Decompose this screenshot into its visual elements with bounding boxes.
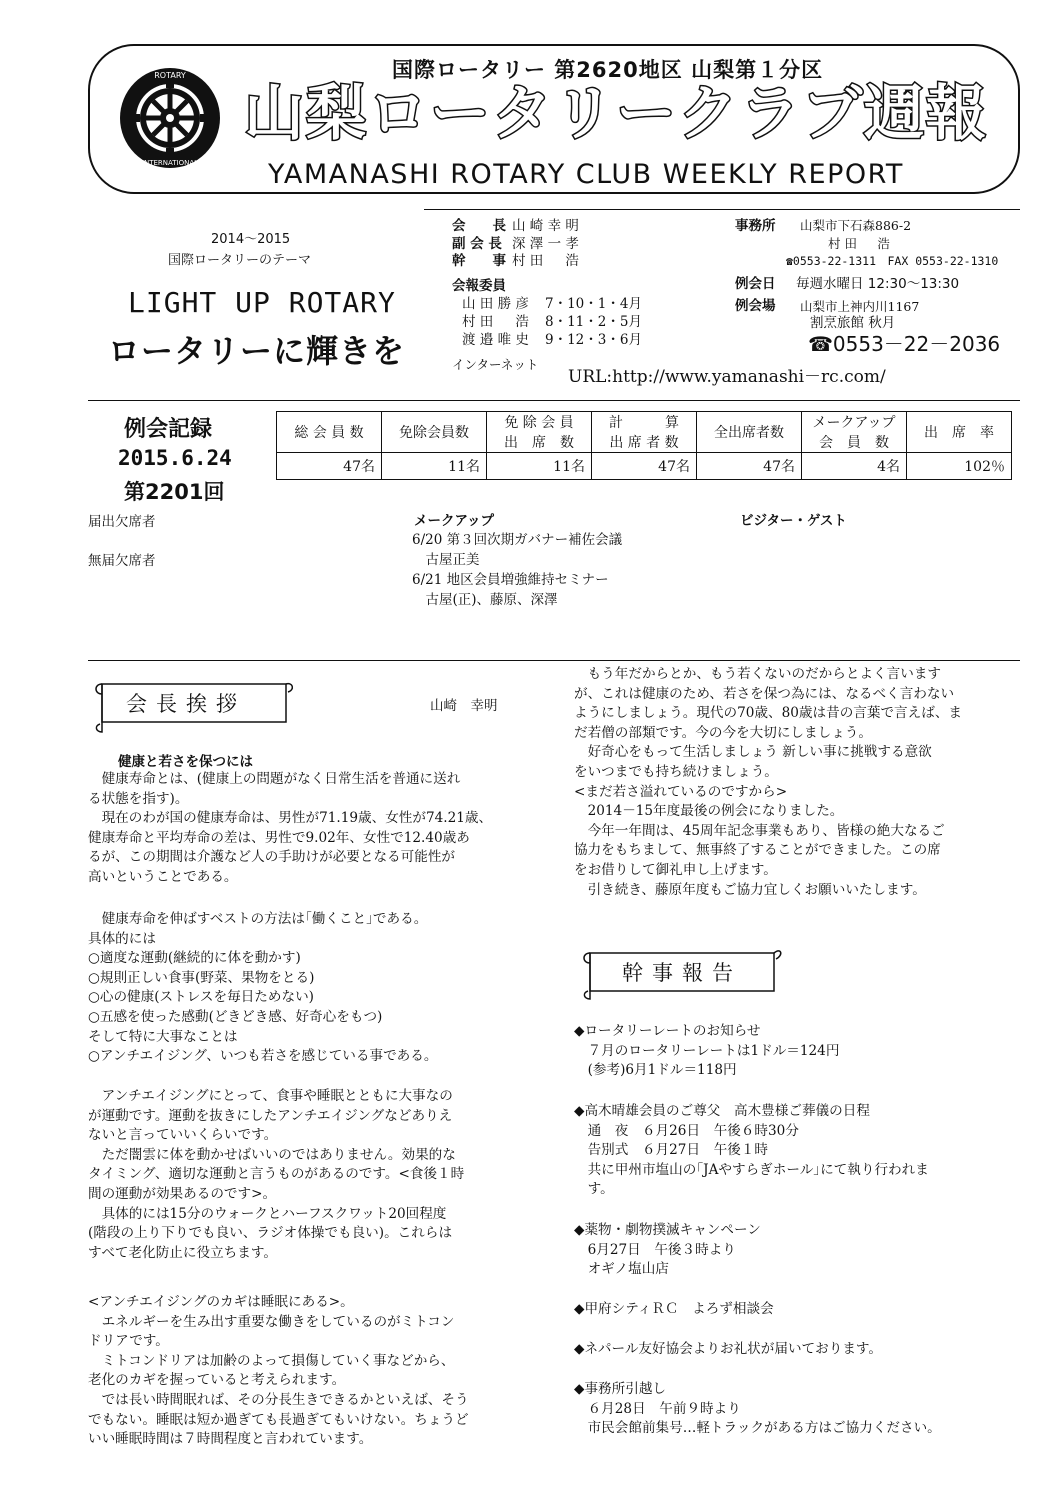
attendance-header-cell: 全出席者数: [697, 412, 802, 453]
newsletter-title: 山梨ロータリークラブ週報: [244, 79, 988, 149]
attendance-values-row: [277, 453, 1012, 480]
attendance-header-cell: 総 会 員 数: [277, 412, 382, 453]
attendance-header-row: [277, 412, 1012, 453]
attendance-header-cell: 免除会員数: [382, 412, 487, 453]
attendance-value-cell: 47名: [697, 453, 802, 480]
attendance-value-cell: 47名: [592, 453, 697, 480]
venue-tel: ☎0553－22－2036: [808, 332, 1001, 356]
svg-text:ROTARY: ROTARY: [154, 71, 186, 80]
attendance-header-cell: メークアップ 会 員 数: [802, 412, 907, 453]
attendance-header-cell: 免 除 会 員 出 席 数: [487, 412, 592, 453]
secretary-item: ◆甲府シティＲＣ よろず相談会: [574, 1301, 774, 1317]
record-date: 2015.6.24: [118, 446, 232, 470]
internet-label: インターネット: [452, 357, 539, 372]
officer-role: 副 会 長: [452, 236, 502, 252]
secretary-item: ◆薬物・劇物撲滅キャンペーン 6月27日 午後３時より オギノ塩山店: [574, 1222, 761, 1278]
officer-name: 山 崎 幸 明: [512, 218, 579, 234]
makeup-line: 古屋正美: [412, 552, 480, 568]
secretary-item: ◆高木晴雄会員のご尊父 高木豊様ご葬儀の日程 通 夜 ６月26日 午後６時30分 告別式 ６月27日 午後１時 共に甲州市塩山の｢JAやすらぎホール｣にて執り行われま す。: [574, 1103, 929, 1198]
website-url[interactable]: URL:http://www.yamanashi－rc.com/: [568, 367, 886, 387]
president-section-label: 会長挨拶: [126, 692, 246, 716]
president-paragraph: 健康寿命とは、(健康上の問題がなく日常生活を普通に送れ る状態を指す)。 現在のわが国の健康寿命は、男性が71.19歳、女性が74.21歳、 健康寿命と平均寿命の差は、男性で9.02年、女性で12.40歳あ るが、この期間は介護など人の手助けが必要となる可能性が 高いということである。: [88, 771, 493, 885]
venue-label: 例会場: [735, 298, 776, 314]
theme-japanese: ロータリーに輝きを: [108, 332, 406, 370]
office-person: 村 田 浩: [828, 236, 890, 251]
committee-member-months: 8・11・2・5月: [545, 314, 642, 330]
makeup-line: 古屋(正)、藤原、深澤: [412, 592, 558, 608]
committee-member-months: 9・12・3・6月: [545, 332, 642, 348]
newsletter-committee-heading: 会報委員: [452, 278, 506, 294]
office-address: 山梨市下石森886-2: [800, 218, 912, 233]
theme-label: 国際ロータリーのテーマ: [168, 253, 312, 268]
meeting-day: 毎週水曜日 12:30～13:30: [796, 276, 960, 292]
president-subheading: 健康と若さを保つには: [118, 754, 253, 770]
attendance-table: [276, 411, 1012, 480]
theme-years: 2014～2015: [211, 232, 291, 247]
district-subtitle: 国際ロータリー 第2620地区 山梨第１分区: [392, 58, 824, 82]
officer-role: 会 長: [452, 218, 506, 234]
attendance-value-cell: 4名: [802, 453, 907, 480]
officer-name: 深 澤 一 孝: [512, 236, 579, 252]
notified-absent-label: 届出欠席者: [88, 514, 156, 530]
attendance-value-cell: 47名: [277, 453, 382, 480]
secretary-item: ◆ロータリーレートのお知らせ ７月のロータリーレートは1ドル＝124円 (参考)6月1ドル＝118円: [574, 1023, 840, 1079]
secretary-item: ◆事務所引越し ６月28日 午前９時より 市民会館前集号…軽トラックがある方はご協力ください。: [574, 1381, 941, 1437]
attendance-value-cell: 102％: [907, 453, 1012, 480]
svg-text:INTERNATIONAL: INTERNATIONAL: [141, 159, 199, 167]
section-divider: [88, 660, 1020, 661]
unnotified-absent-label: 無届欠席者: [88, 553, 156, 569]
officer-role: 幹 事: [452, 253, 506, 269]
record-title: 例会記録: [124, 417, 213, 442]
committee-member-months: 7・10・1・4月: [545, 296, 642, 312]
committee-member-name: 渡 邉 唯 史: [462, 332, 529, 348]
president-author: 山崎 幸明: [430, 698, 498, 714]
committee-member-name: 山 田 勝 彦: [462, 296, 529, 312]
secretary-item: ◆ネパール友好協会よりお礼状が届いております。: [574, 1341, 883, 1357]
attendance-value-cell: 11名: [487, 453, 592, 480]
info-top-rule: [424, 209, 1020, 210]
president-paragraph: <アンチエイジングのカギは睡眠にある>。 エネルギーを生み出す重要な働きをしているのがミトコン ドリアです。 ミトコンドリアは加齢のよって損傷していく事などから、 老化のカギを握っていると考えられます。 では長い時間眠れば、その分長生きできるかといえば、そう でもない。睡眠は短か過ぎても長過ぎてもいけない。ちょうど いい睡眠時間は７時間程度と言われています。: [88, 1294, 469, 1448]
makeup-line: 6/20 第３回次期ガバナー補佐会議: [412, 532, 623, 548]
makeup-line: 6/21 地区会員増強維持セミナー: [412, 572, 609, 588]
attendance-value-cell: 11名: [382, 453, 487, 480]
record-top-rule: [88, 400, 1020, 401]
venue-name: 割烹旅館 秋月: [810, 315, 896, 331]
officer-name: 村 田 浩: [512, 253, 579, 269]
rotary-wheel-logo: [118, 66, 222, 170]
attendance-header-cell: 計 算 出 席 者 数: [592, 412, 697, 453]
theme-english: LIGHT UP ROTARY: [128, 286, 396, 319]
office-label: 事務所: [735, 218, 776, 234]
secretary-section-label: 幹事報告: [622, 961, 742, 985]
newsletter-english-title: YAMANASHI ROTARY CLUB WEEKLY REPORT: [268, 159, 904, 190]
committee-member-name: 村 田 浩: [462, 314, 529, 330]
attendance-header-cell: 出 席 率: [907, 412, 1012, 453]
office-tel-fax: ☎0553-22-1311 FAX 0553-22-1310: [786, 254, 999, 268]
meeting-day-label: 例会日: [735, 276, 776, 292]
venue-address: 山梨市上神内川1167: [800, 299, 920, 314]
visitor-heading: ビジター・ゲスト: [740, 513, 847, 529]
president-paragraph: アンチエイジングにとって、食事や睡眠とともに大事なの が運動です。運動を抜きにしたアンチエイジングなどありえ ないと言っていいくらいです。 ただ闇雲に体を動かせばいいのではありません。効果的な タイミング、適切な運動と言うものがあるのです。<食後１時 間の運動が効果あるのです>。 具体的には15分のウォークとハーフスクワット20回程度 (階段の上り下りでも良い、ラジオ体操でも良い)。これらは すべて老化防止に役立ちます。: [88, 1088, 465, 1261]
record-number: 第2201回: [124, 480, 225, 504]
makeup-heading: メークアップ: [414, 513, 495, 529]
president-paragraph-continued: もう年だからとか、もう若くないのだからとよく言います が、これは健康のため、若さを保つ為には、なるべく言わない ようにしましょう。現代の70歳、80歳は昔の言葉で言えば、ま だ若僧の部類です。今の今を大切にしましょう。 好奇心をもって生活しましょう 新しい事に挑戦する意欲 をいつまでも持ち続けましょう。 <まだ若さ溢れているのですから> 2014－15年度最後の例会になりました。 今年一年間は、45周年記念事業もあり、皆様の絶大なるご 協力をもちまして、無事終了することができました。この席 をお借りして御礼申し上げます。 引き続き、藤原年度もご協力宜しくお願いいたします。: [574, 666, 963, 898]
president-paragraph: 健康寿命を伸ばすベストの方法は｢働くこと｣である。 具体的には ○適度な運動(継続的に体を動かす) ○規則正しい食事(野菜、果物をとる) ○心の健康(ストレスを毎日ためない) ○五感を使った感動(どきどき感、好奇心をもつ) そして特に大事なことは ○アンチエイジング、いつも若さを感じている事である。: [88, 911, 438, 1065]
